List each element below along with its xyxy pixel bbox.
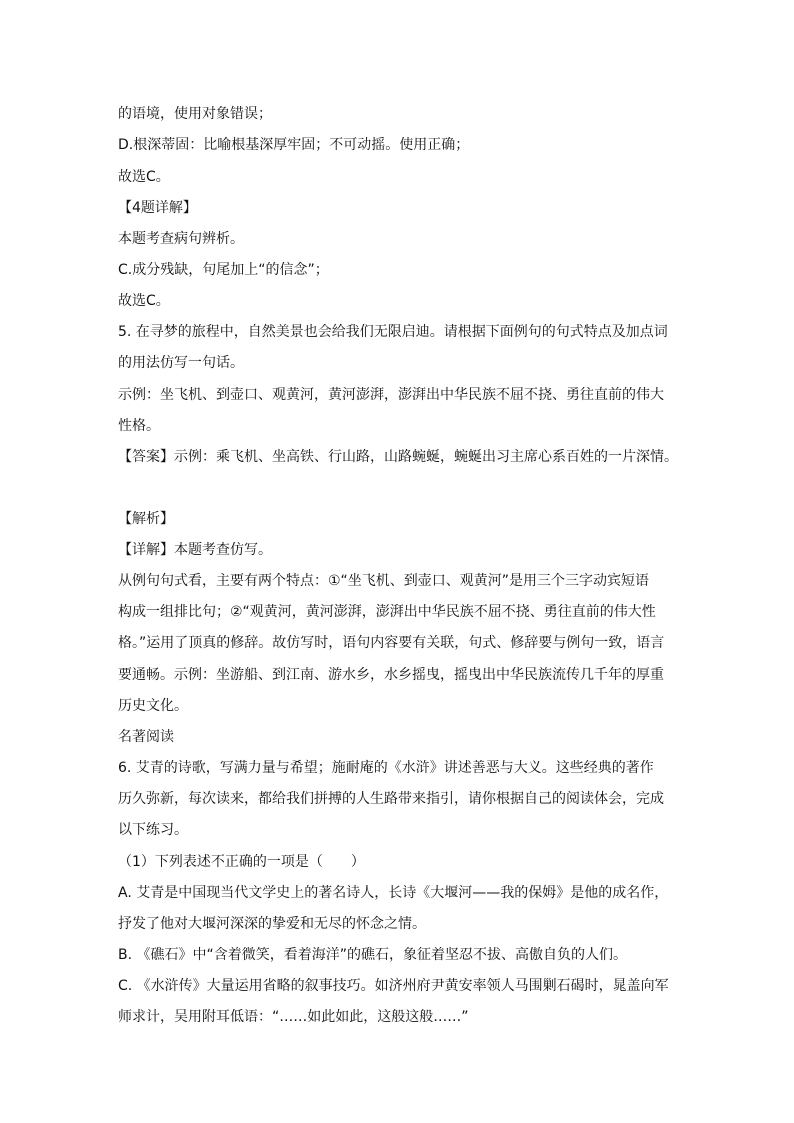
- answer-line: 【答案】示例：乘飞机、坐高铁、行山路，山路蜿蜒，蜿蜒出习主席心系百姓的一片深情。: [118, 449, 678, 465]
- detail-line-2: 构成一组排比句；②“观黄河，黄河澎湃，澎湃出中华民族不屈不挠、勇往直前的伟大性: [118, 604, 656, 620]
- detail-line-5: 历史文化。: [118, 698, 188, 714]
- option-c-line-1: C. 《水浒传》大量运用省略的叙事技巧。如济州府尹黄安率领人马围剿石碣时，晁盖向军: [118, 978, 669, 994]
- question-6-line-1: 6. 艾青的诗歌，写满力量与希望；施耐庵的《水浒》讲述善恶与大义。这些经典的著作: [118, 760, 654, 776]
- option-c-line-2: 师求计，吴用附耳低语：“……如此如此，这般这般……”: [118, 1009, 469, 1025]
- text-line-q4-topic: 本题考查病句辨析。: [118, 231, 244, 247]
- text-line-answer-c: 故选C。: [118, 169, 170, 185]
- analysis-heading: 【解析】: [118, 511, 174, 527]
- section-title-classics: 名著阅读: [118, 729, 174, 745]
- option-b: B. 《礁石》中“含着微笑，看着海洋”的礁石，象征着坚忍不拔、高傲自负的人们。: [118, 947, 628, 963]
- detail-line-1: 从例句句式看，主要有两个特点：①“坐飞机、到壶口、观黄河”是用三个三字动宾短语: [118, 573, 650, 589]
- sub-question-1: （1）下列表述不正确的一项是（ ）: [118, 854, 365, 870]
- text-line-q4-answer: 故选C。: [118, 293, 170, 309]
- section-heading-q4: 【4题详解】: [118, 200, 197, 216]
- text-line-context-error: 的语境，使用对象错误；: [118, 106, 272, 122]
- detail-heading: 【详解】本题考查仿写。: [118, 542, 272, 558]
- detail-line-3: 格。”运用了顶真的修辞。故仿写时，语句内容要有关联，句式、修辞要与例句一致，语言: [118, 635, 665, 651]
- example-line-2: 性格。: [118, 418, 160, 434]
- option-a-line-2: 抒发了他对大堰河深深的挚爱和无尽的怀念之情。: [118, 916, 426, 932]
- question-6-line-2: 历久弥新，每次读来，都给我们拼搏的人生路带来指引，请你根据自己的阅读体会，完成: [118, 791, 664, 807]
- example-line-1: 示例：坐飞机、到壶口、观黄河，黄河澎湃，澎湃出中华民族不屈不挠、勇往直前的伟大: [118, 387, 664, 403]
- detail-line-4: 要通畅。示例：坐游船、到江南、游水乡，水乡摇曳，摇曳出中华民族流传几千年的厚重: [118, 667, 664, 683]
- text-line-option-d: D.根深蒂固：比喻根基深厚牢固；不可动摇。使用正确；: [118, 137, 470, 153]
- question-6-line-3: 以下练习。: [118, 822, 188, 838]
- question-5-line-1: 5. 在寻梦的旅程中，自然美景也会给我们无限启迪。请根据下面例句的句式特点及加点词: [118, 324, 668, 340]
- text-line-q4-option-c: C.成分残缺，句尾加上“的信念”；: [118, 262, 329, 278]
- question-5-line-2: 的用法仿写一句话。: [118, 355, 244, 371]
- option-a-line-1: A. 艾青是中国现当代文学史上的著名诗人，长诗《大堰河——我的保姆》是他的成名作，: [118, 885, 669, 901]
